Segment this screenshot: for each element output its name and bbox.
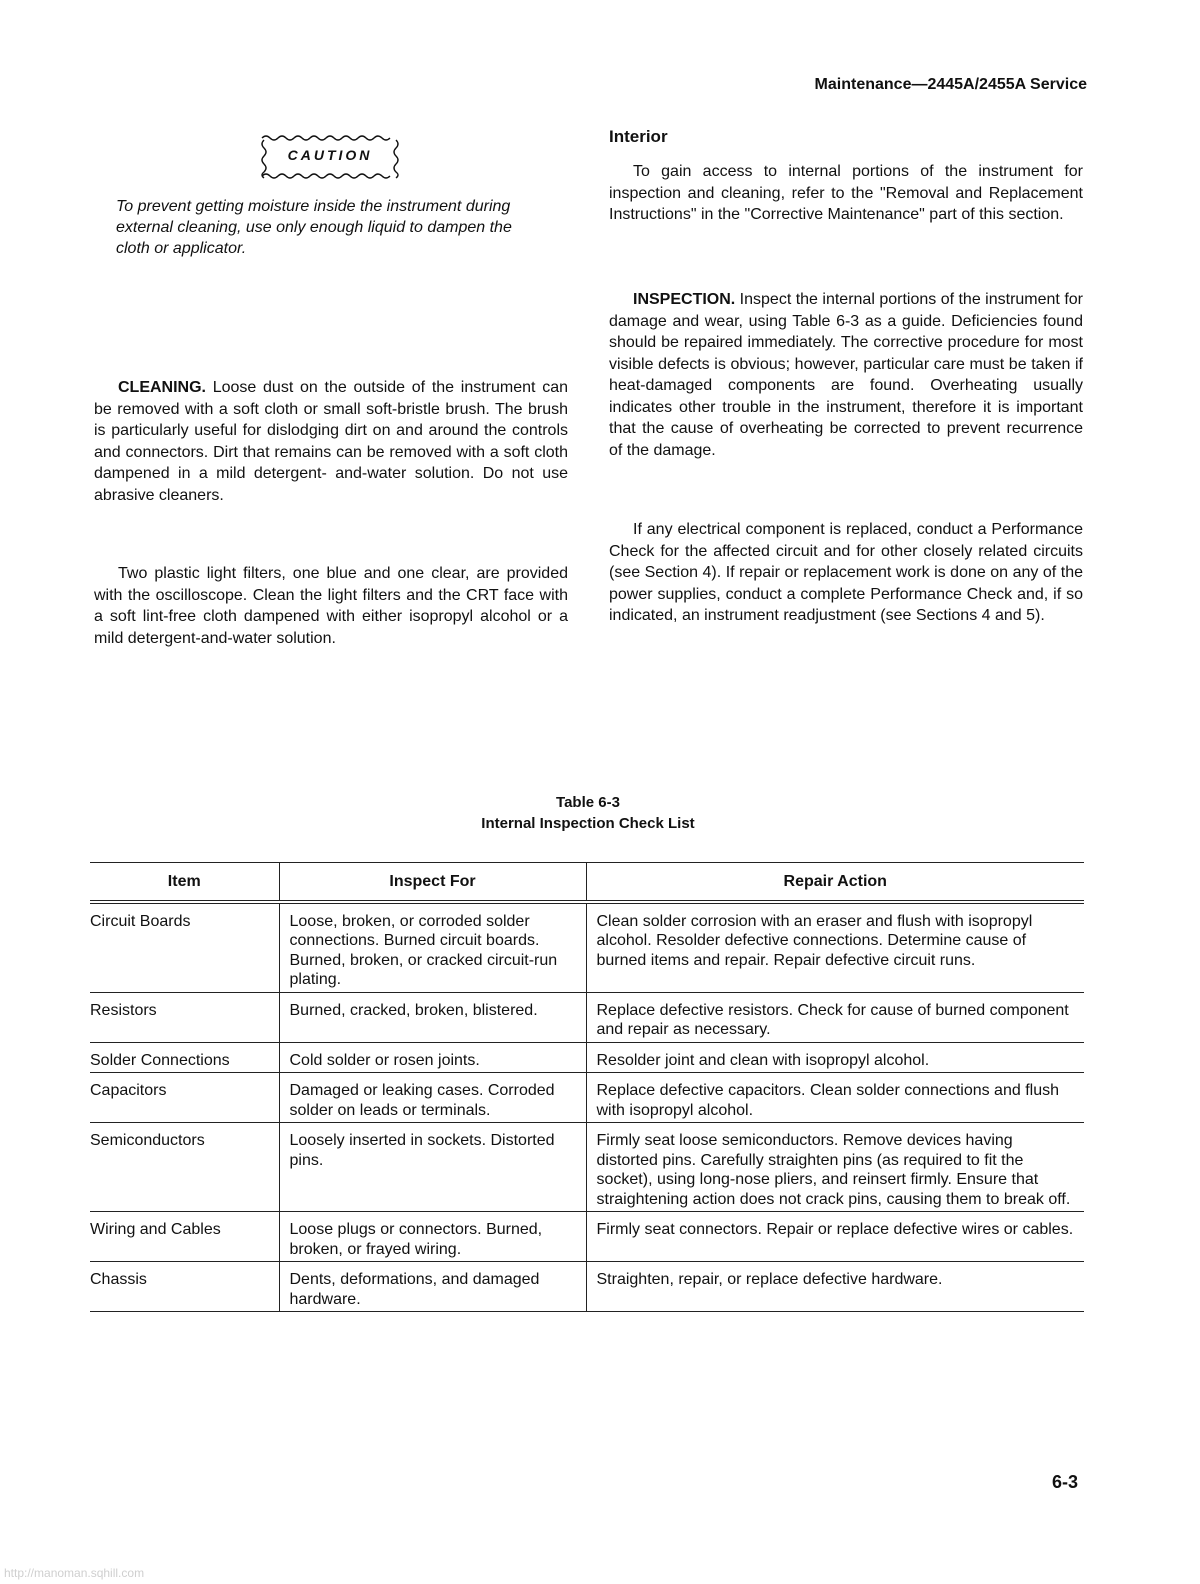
caution-box [258,132,402,182]
cleaning-text: Loose dust on the outside of the instrument can be removed with a soft cloth or small soft-bristle brush. The brush is particularly useful for dislodging dirt on and around the controls and connectors. Dirt that remains can be removed with a soft cloth dampened in a mild detergent- and-water solution. Do not use abrasive cleaners. [94,379,568,504]
cell-inspect-for: Damaged or leaking cases. Corroded solder on leads or terminals. [279,1073,586,1123]
running-header: Maintenance—2445A/2455A Service [814,76,1087,93]
table-row [90,1123,1084,1212]
cell-inspect-for: Loose, broken, or corroded solder connections. Burned circuit boards. Burned, broken, or cracked circuit-run plating. [279,902,586,993]
cell-inspect-for: Cold solder or rosen joints. [279,1042,586,1073]
table-header-row [90,863,1084,902]
cell-inspect-for: Dents, deformations, and damaged hardware. [279,1262,586,1312]
interior-paragraph: To gain access to internal portions of the instrument for inspection and cleaning, refer to the "Removal and Replacement Instructions" in the "Corrective Maintenance" part of this section. [609,163,1083,223]
cell-item: Semiconductors [90,1123,279,1212]
column-header-repair-action: Repair Action [586,863,1084,902]
source-watermark: http://manoman.sqhill.com [4,1566,145,1580]
inspection-paragraph [609,289,1083,461]
cell-item: Chassis [90,1262,279,1312]
cleaning-heading: CLEANING. [118,379,206,396]
page-number: 6-3 [1051,1472,1078,1492]
table-row [90,1042,1084,1073]
inspection-heading: INSPECTION. [633,291,736,308]
cell-inspect-for: Loose plugs or connectors. Burned, broken, or frayed wiring. [279,1212,586,1262]
cell-item: Circuit Boards [90,902,279,993]
cell-inspect-for: Loosely inserted in sockets. Distorted pins. [279,1123,586,1212]
filters-paragraph: Two plastic light filters, one blue and one clear, are provided with the oscilloscope. Clean the light filters and the CRT face with a soft lint-free cloth dampened with either isopropyl alcohol or a mild detergent-and-water solution. [94,565,568,647]
cell-item: Capacitors [90,1073,279,1123]
cell-repair-action: Firmly seat loose semiconductors. Remove devices having distorted pins. Carefully straighten pins (as required to fit the socket), using long-nose pliers, and reinsert firmly. Ensure that straightening action does not crack pins, causing them to break off. [586,1123,1084,1212]
table-row [90,1262,1084,1312]
inspection-text: Inspect the internal portions of the instrument for damage and wear, using Table 6-3 as a guide. Deficiencies found should be repaired immediately. The corrective procedure for most visible defects is obvious; however, particular care must be taken if heat-damaged components are found. Overheating usually indicates other trouble in the instrument, therefore it is important that the cause of overheating be corrected to prevent recurrence of the damage. [609,291,1083,459]
table-caption [300,792,876,834]
replacement-paragraph: If any electrical component is replaced, conduct a Performance Check for the affected circuit and for other closely related circuits (see Section 4). If repair or replacement work is done on any of the power supplies, conduct a complete Performance Check and, if so indicated, an instrument readjustment (see Sections 4 and 5). [609,521,1083,624]
table-row [90,1073,1084,1123]
caution-label: CAUTION [287,147,373,163]
cell-repair-action: Firmly seat connectors. Repair or replace defective wires or cables. [586,1212,1084,1262]
table-row [90,1212,1084,1262]
column-header-item: Item [90,863,279,902]
cell-item: Resistors [90,992,279,1042]
cell-item: Solder Connections [90,1042,279,1073]
cell-inspect-for: Burned, cracked, broken, blistered. [279,992,586,1042]
inspection-table [90,862,1084,1312]
caution-text: To prevent getting moisture inside the instrument during external cleaning, use only enough liquid to dampen the cloth or applicator. [116,198,512,257]
table-number: Table 6-3 [556,794,620,811]
cell-repair-action: Replace defective capacitors. Clean solder connections and flush with isopropyl alcohol. [586,1073,1084,1123]
cell-item: Wiring and Cables [90,1212,279,1262]
table-row [90,902,1084,993]
column-header-inspect-for: Inspect For [279,863,586,902]
cell-repair-action: Clean solder corrosion with an eraser and flush with isopropyl alcohol. Resolder defective connections. Determine cause of burned items and repair. Repair defective circuit runs. [586,902,1084,993]
cell-repair-action: Replace defective resistors. Check for cause of burned component and repair as necessary. [586,992,1084,1042]
table-title: Internal Inspection Check List [481,815,695,832]
interior-heading: Interior [609,127,668,146]
cell-repair-action: Resolder joint and clean with isopropyl alcohol. [586,1042,1084,1073]
cleaning-paragraph [94,377,568,506]
table-row [90,992,1084,1042]
cell-repair-action: Straighten, repair, or replace defective hardware. [586,1262,1084,1312]
